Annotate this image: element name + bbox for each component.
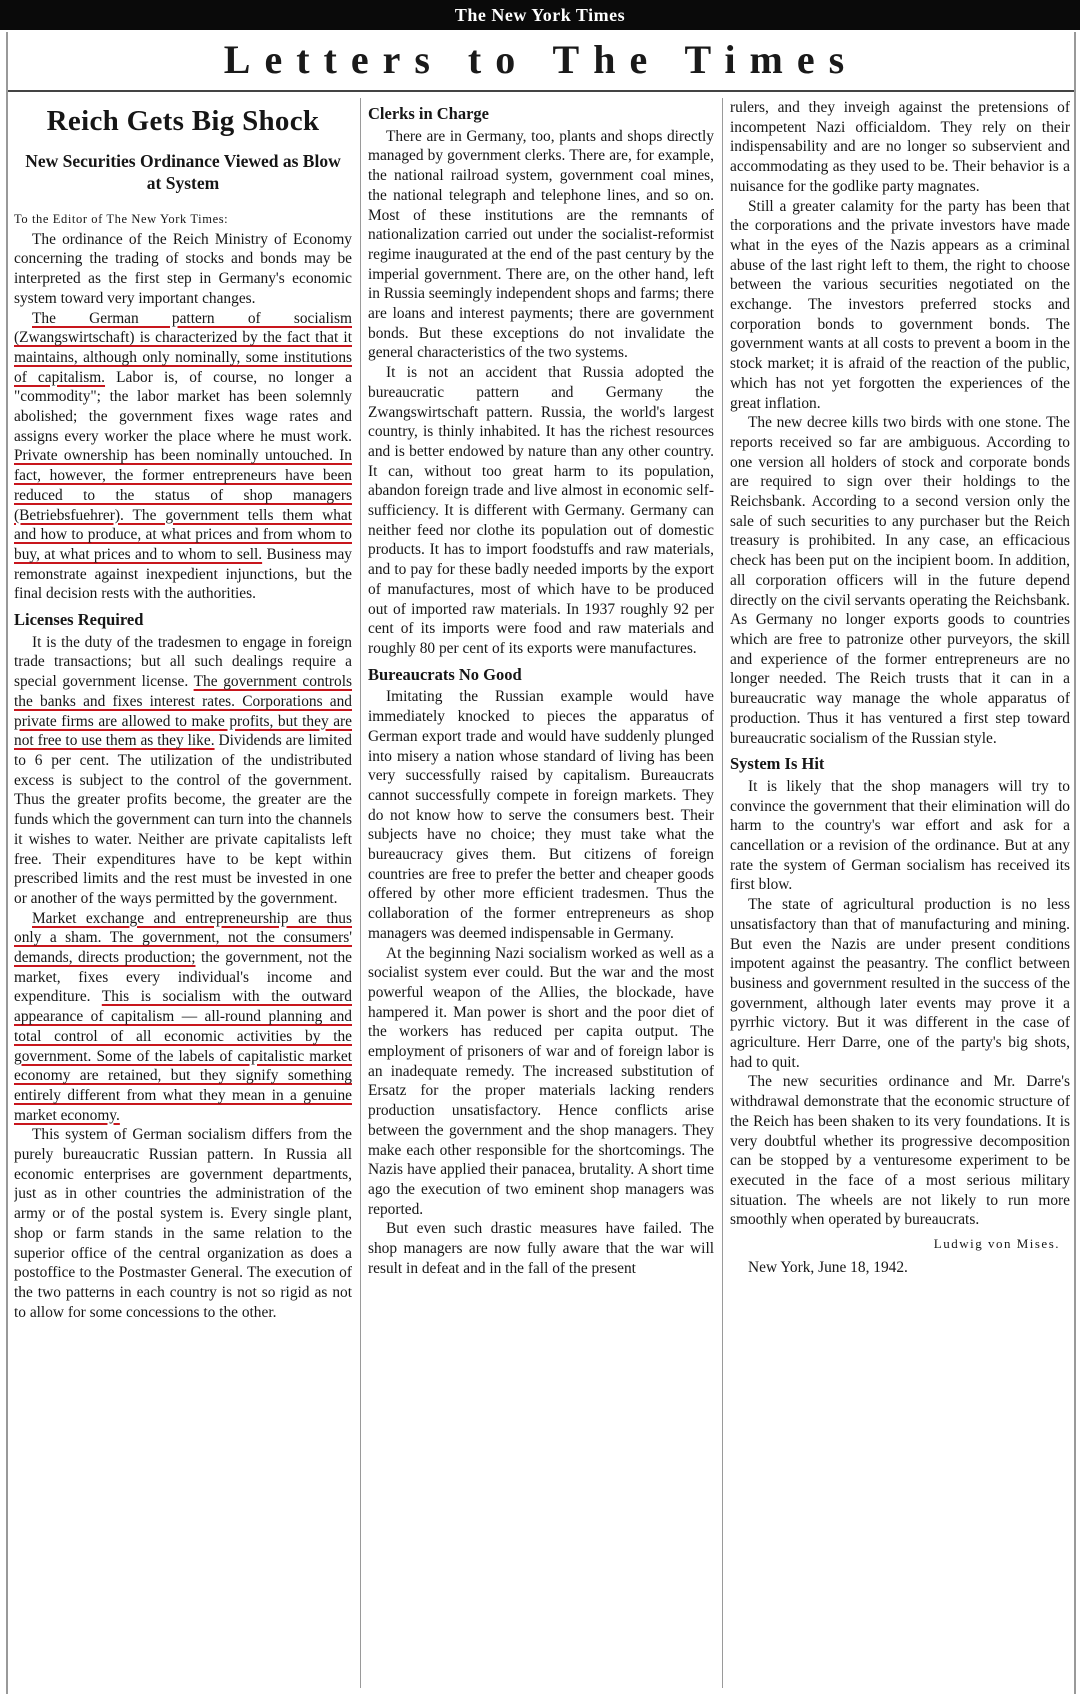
paragraph: It is the duty of the tradesmen to engage in foreign trade transactions; but all such dealings require a special government license. The government controls the banks and fixes interest rates. Corporations and private firms are allowed to make profits, but they are not free to use them as they like. Dividends are limited to 6 per cent. The utilization of the undistributed excess is subject to the control of the government. Thus the greater profits become, the greater are the funds which the government can turn into the channels it wishes to water. Neither are private capitalists left free. Their expenditures have to be kept within prescribed limits and the rest must be invested in one or another of the ways permitted by the government. — [14, 633, 352, 907]
masthead-rule — [8, 90, 1074, 92]
newspaper-page — [6, 32, 1076, 1694]
paragraph: rulers, and they inveigh against the pretensions of incompetent Nazi officialdom. They rely on their indispensability and are no longer so subservient and accommodating as they used to be. Their behavior is a nuisance for the godlike party magnates. — [730, 99, 1070, 195]
column-3 — [730, 98, 1070, 1690]
letter-headline: Reich Gets Big Shock — [46, 105, 320, 137]
underlined-text: Private ownership has been nominally untouched. In fact, however, the former entrepreneurs have been reduced to the status of shop managers (Betriebsfuehrer). The government tells them what and how to produce, at what prices and from whom to buy, at what prices and to whom to sell. — [14, 447, 352, 563]
underlined-text: The German pattern of socialism (Zwangswirtschaft) is characterized by the fact that it maintains, although only nominally, some institutions of capitalism. — [14, 309, 352, 386]
paragraph: It is not an accident that Russia adopted the bureaucratic pattern and Germany the Zwangswirtschaft pattern. Russia, the world's largest country, is thinly inhabited. It has the richest resources and is better endowed by nature than any other country. It can, without too great harm to its population, abandon foreign trade and live almost in economic self-sufficiency. It is different with Germany. Germany can neither feed nor clothe its population out of domestic products. It has to import foodstuffs and raw materials, and to pay for these badly needed imports by the export of manufactures, most of which have to be produced out of imported raw materials. In 1937 roughly 92 per cent of its imports were food and raw materials and roughly 80 per cent of its exports were manufactures. — [368, 364, 714, 657]
paragraph: The new decree kills two birds with one stone. The reports received so far are ambiguous. According to one version all holders of stock and corporate bonds are required to sign over their holdings to the Reichsbank. According to a second version only the sale of such securities to any purchaser but the Reich treasury is prohibited. In any case, an efficacious check has been put on the incipient boom. In addition, all corporation officers will in the future depend directly on the civil servants operating the Reichsbank. As Germany no longer exports goods to countries which are free to patronize other purveyors, the skill and experience of the former entrepreneurs are no longer needed. The Reich trusts that it can in a bureaucratic way manage the whole apparatus of production. Thus it has ventured a first step toward bureaucratic socialism of the Russian style. — [730, 414, 1070, 747]
column-divider — [360, 98, 361, 1688]
paragraph: At the beginning Nazi socialism worked as well as a socialist system ever could. But the war and the most powerful weapon of the Allies, the blockade, have hampered it. Man power is short and the poor diet of the workers has reduced per capita output. The employment of prisoners of war and of foreign labor is an inadequate remedy. The increased substitution of Ersatz for the proper materials lacking renders production unsatisfactory. Hence conflicts arise between the government and the shop managers. They make each other responsible for the shortcomings. The Nazis have applied their panacea, brutality. A short time ago the execution of two eminent shop managers was reported. — [368, 944, 714, 1218]
paragraph: This system of German socialism differs from the purely bureaucratic Russian pattern. In Russia all economic enterprises are government departments, just as in other countries the administration of the army or of the postal system is. Every single plant, shop or farm stands in the same relation to the superior office of the central organization as does a postoffice to the Postmaster General. The execution of the two patterns in each country is not so rigid as not to allow for some concessions to the other. — [14, 1126, 352, 1321]
section-heading: Licenses Required — [14, 610, 144, 630]
column-2 — [368, 98, 714, 1690]
paragraph: The new securities ordinance and Mr. Darre's withdrawal demonstrate that the economic structure of the Reich has been shaken to its very foundations. It is very doubtful whether its progressive decomposition can be stopped by a venturesome experiment to be executed in the face of a most serious military situation. The wheels are not likely to run more smoothly when operated by bureaucrats. — [730, 1073, 1070, 1229]
paragraph: The state of agricultural production is no less unsatisfactory than that of manufacturing and mining. But even the Nazis are under present conditions impotent against the peasantry. The conflict between business and government resulted in the success of the government, although later events may prove it a pyrrhic victory. But it was different in the case of agriculture. Herr Darre, one of the party's big shots, had to quit. — [730, 896, 1070, 1071]
column-1 — [14, 98, 352, 1690]
salutation: To the Editor of The New York Times: — [14, 212, 229, 226]
section-masthead: Letters to The Times — [223, 37, 859, 82]
signature: Ludwig von Mises. — [933, 1236, 1060, 1252]
section-heading: System Is Hit — [730, 754, 825, 774]
paragraph: Still a greater calamity for the party has been that the corporations and the private investors have made what in the eyes of the Nazis appears as a criminal abuse of the last right left to them, the right to choose between the various securities negotiated on the exchange. The investors preferred stocks and corporation bonds to government bonds. The government wants at all costs to prevent a boom in the stock market; it is afraid of the reaction of the public, which has not yet forgotten the experiences of the great inflation. — [730, 197, 1070, 412]
paragraph: Market exchange and entrepreneurship are thus only a sham. The government, not the consumers' demands, directs production; the government, not the market, fixes every individual's income and expenditure. This is socialism with the outward appearance of capitalism — all-round planning and total control of all economic activities by the government. Some of the labels of capitalistic market economy are retained, but they signify something entirely different from what they mean in a genuine market economy. — [14, 909, 352, 1124]
section-heading: Bureaucrats No Good — [368, 664, 522, 684]
underlined-text: This is socialism with the outward appearance of capitalism — all-round planning and total control of all economic activities by the government. Some of the labels of capitalistic market economy are retained, but they signify something entirely different from what they mean in a genuine market economy. — [14, 988, 352, 1124]
column-divider — [722, 98, 723, 1688]
paragraph: There are in Germany, too, plants and shops directly managed by government clerks. There are, for example, the national railroad system, government coal mines, the national telegraph and telephone lines, and so on. Most of these institutions are the remnants of nationalization carried out under the socialist-reformist regime inaugurated at the end of the past century by the imperial government. There are, on the other hand, left in Russia seemingly independent shops and farms; there are loans and interest payments; there are government bonds. But these exceptions do not invalidate the general characteristics of the two systems. — [368, 127, 714, 362]
paragraph: The ordinance of the Reich Ministry of Economy concerning the trading of stocks and bonds may be interpreted as the first step in Germany's economic system toward very important changes. — [14, 230, 352, 307]
paragraph: But even such drastic measures have failed. The shop managers are now fully aware that the war will result in defeat and in the fall of the present — [368, 1220, 714, 1277]
nyt-header-bar — [0, 0, 1080, 30]
section-heading: Clerks in Charge — [368, 104, 489, 123]
underlined-text: Market exchange and entrepreneurship are thus only a sham. The government, not the consumers' demands, directs production; — [14, 909, 352, 967]
paragraph: Imitating the Russian example would have immediately knocked to pieces the apparatus of German export trade and would have suddenly plunged into misery a nation whose standard of living has been very successfully raised by capitalism. Bureaucrats cannot successfully compete in foreign markets. They do not know how to serve the consumers best. Their subjects have no choice; they must take what the bureaucracy gives them. But citizens of foreign countries are free to prefer the better and cheaper goods offered by other more efficient tradesmen. Thus the collaboration of the former entrepreneurs as shop managers was deemed indispensable in Germany. — [368, 688, 714, 942]
underlined-text: The government controls the banks and fixes interest rates. Corporations and private firms are allowed to make profits, but they are not free to use them as they like. — [14, 673, 352, 750]
paragraph: The German pattern of socialism (Zwangswirtschaft) is characterized by the fact that it maintains, although only nominally, some institutions of capitalism. Labor is, of course, no longer a "commodity"; the labor market has been solemnly abolished; the government fixes wage rates and assigns every worker the place where he must work. Private ownership has been nominally untouched. In fact, however, the former entrepreneurs have been reduced to the status of shop managers (Betriebsfuehrer). The government tells them what and how to produce, at what prices and from whom to buy, at what prices and to whom to sell. Business may remonstrate against inexpedient injunctions, but the final decision rests with the authorities. — [14, 309, 352, 603]
letter-subheadline: New Securities Ordinance Viewed as Blow at System — [25, 151, 341, 193]
dateline: New York, June 18, 1942. — [748, 1258, 908, 1276]
paragraph: It is likely that the shop managers will try to convince the government that their elimination will do harm to the country's war effort and ask for a cancellation or a revision of the ordinance. But at any rate the system of German socialism has received its first blow. — [730, 777, 1070, 894]
nyt-logo: The New York Times — [454, 4, 626, 25]
